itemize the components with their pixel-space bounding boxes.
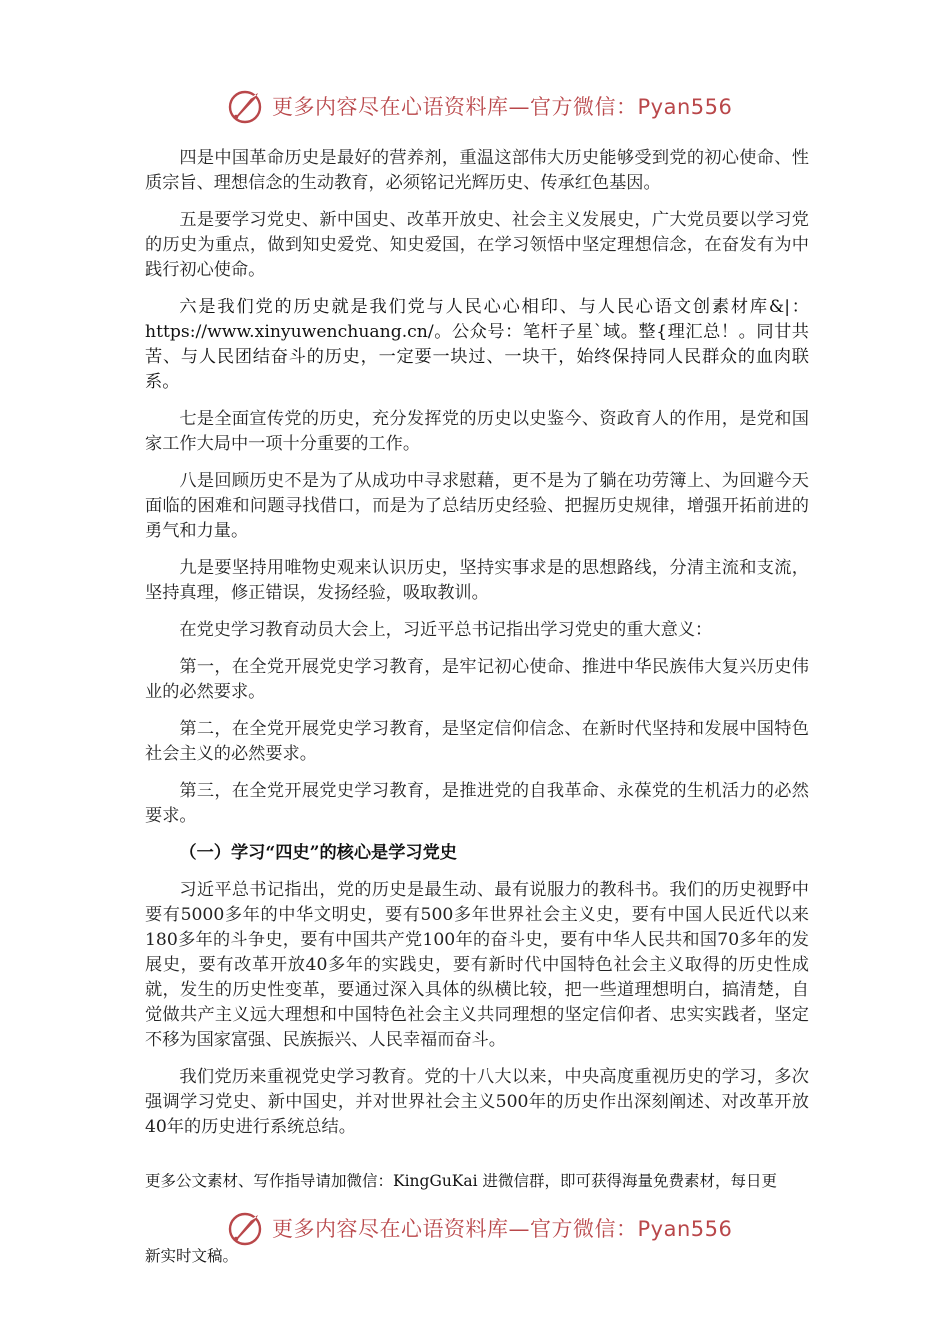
section-heading: （一）学习“四史”的核心是学习党史	[179, 843, 457, 863]
paragraph-history: 习近平总书记指出，党的历史是最生动、最有说服力的教科书。我们的历史视野中要有5000多年的中华文明史，要有500多年世界社会主义史，要有中国人民近代以来180多年的斗争史，要有中国共产党100年的奋斗史，要有中华人民共和国70多年的发展史，要有改革开放40多年的实践史，要有新时代中国特色社会主义取得的历史性成就，发生的历史性变革，要通过深入具体的纵横比较，把一些道理想明白，搞清楚，自觉做共产主义远大理想和中国特色社会主义共同理想的坚定信仰者、忠实实践者，坚定不移为国家富强、民族振兴、人民幸福而奋斗。	[145, 880, 809, 1050]
paragraph-8: 八是回顾历史不是为了从成功中寻求慰藉，更不是为了躺在功劳簿上、为回避今天面临的困难和问题寻找借口，而是为了总结历史经验、把握历史规律，增强开拓前进的勇气和力量。	[145, 471, 809, 541]
paragraph-4: 四是中国革命历史是最好的营养剂，重温这部伟大历史能够受到党的初心使命、性质宗旨、理想信念的生动教育，必须铭记光辉历史、传承红色基因。	[145, 148, 809, 193]
quill-pen-logo-icon	[226, 86, 266, 126]
paragraph-6: 六是我们党的历史就是我们党与人民心心相印、与人民心语文创素材库&|：https://www.xinyuwenchuang.cn/。公众号：笔杆子星`域。整{理汇总！。同甘共苦、与人民团结奋斗的历史，一定要一块过、一块干，始终保持同人民群众的血肉联系。	[145, 297, 809, 392]
paragraph-second: 第二，在全党开展党史学习教育，是坚定信仰信念、在新时代坚持和发展中国特色社会主义的必然要求。	[145, 719, 809, 764]
paragraph-intro: 在党史学习教育动员大会上，习近平总书记指出学习党史的重大意义：	[179, 620, 713, 640]
header-banner	[226, 84, 732, 128]
paragraph-7: 七是全面宣传党的历史，充分发挥党的历史以史鉴今、资政育人的作用，是党和国家工作大局中一项十分重要的工作。	[145, 409, 809, 454]
paragraph-education: 我们党历来重视党史学习教育。党的十八大以来，中央高度重视历史的学习，多次强调学习党史、新中国史，并对世界社会主义500年的历史作出深刻阐述、对改革开放40年的历史进行系统总结。	[145, 1067, 809, 1137]
quill-pen-logo-icon	[226, 1208, 266, 1248]
footer-banner	[226, 1206, 732, 1250]
paragraph-first: 第一，在全党开展党史学习教育，是牢记初心使命、推进中华民族伟大复兴历史伟业的必然要求。	[145, 657, 809, 702]
footer-note-continued: 新实时文稿。	[145, 1247, 239, 1265]
footer-note: 更多公文素材、写作指导请加微信：KingGuKai 进微信群，即可获得海量免费素材，每日更	[145, 1172, 778, 1190]
paragraph-9: 九是要坚持用唯物史观来认识历史，坚持实事求是的思想路线，分清主流和支流，坚持真理，修正错误，发扬经验，吸取教训。	[145, 558, 809, 603]
paragraph-5: 五是要学习党史、新中国史、改革开放史、社会主义发展史，广大党员要以学习党的历史为重点，做到知史爱党、知史爱国，在学习领悟中坚定理想信念，在奋发有为中践行初心使命。	[145, 210, 809, 280]
paragraph-third: 第三，在全党开展党史学习教育，是推进党的自我革命、永葆党的生机活力的必然要求。	[145, 781, 809, 826]
document-body	[145, 146, 809, 1152]
banner-text: 更多内容尽在心语资料库—官方微信：Pyan556	[272, 1217, 733, 1241]
banner-text: 更多内容尽在心语资料库—官方微信：Pyan556	[272, 95, 733, 119]
